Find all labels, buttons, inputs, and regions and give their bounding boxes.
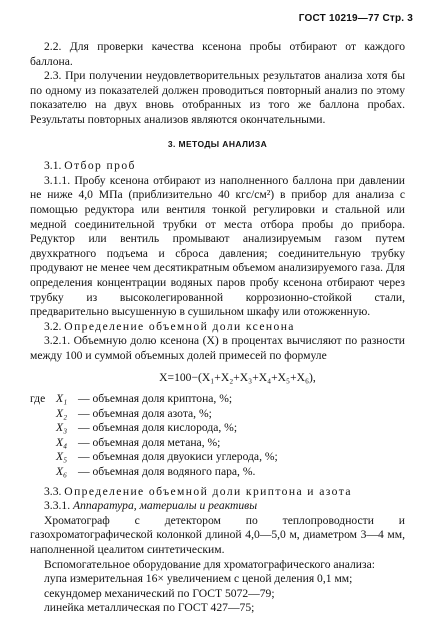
- heading-3-3-1-number: 3.3.1.: [44, 499, 71, 513]
- legend-text: — объемная доля кислорода, %;: [78, 421, 238, 435]
- legend-text: — объемная доля криптона, %;: [78, 392, 233, 406]
- paragraph-3-1-1: 3.1.1. Пробу ксенона отбирают из наполненного баллона при давлении не ниже 4,0 МПа (приблизительно 40 кгс/см²) в прибор для анализа с помощью редуктора или вентиля тонкой регулировки и стальной или медной соединительной трубки от места отбора пробы до прибора. Редуктор или вентиль промывают анализируемым газом путем двухкратного подъема и сброса давления; соединительную трубку продувают не менее чем десятикратным объемом анализируемого газа. Для определения концентрации водяных паров пробу ксенона отбирают через трубку из высоколегированной коррозионно-стойкой стали, предварительно высушенную в сушильном шкафу или отожженную.: [30, 173, 405, 319]
- legend-symbol: X₁: [56, 392, 68, 406]
- formula: X=100−(X₁+X₂+X₃+X₄+X₅+X₆),: [159, 371, 316, 385]
- legend-symbol: X₄: [56, 435, 68, 449]
- paragraph-2-2: 2.2. Для проверки качества ксенона пробы отбирают от каждого баллона.: [30, 40, 405, 68]
- legend-lead: где: [30, 392, 46, 406]
- legend-symbol: X₂: [56, 406, 68, 420]
- legend-text: — объемная доля метана, %;: [78, 435, 221, 449]
- document-body: [30, 40, 405, 616]
- paragraph-2-3: 2.3. При получении неудовлетворительных результатов анализа хотя бы по одному из показателей должен проводиться повторный анализ по этому показателю на двух вновь отобранных из того же баллона пробах. Результаты повторных анализов являются окончательными.: [30, 69, 405, 126]
- legend-row: [30, 392, 405, 407]
- legend-text: — объемная доля двуокиси углерода, %;: [78, 450, 278, 464]
- list-item: секундомер механический по ГОСТ 5072—79;: [44, 586, 275, 600]
- heading-3-3-1: [30, 499, 405, 514]
- page-header: ГОСТ 10219—77 Стр. 3: [298, 13, 413, 24]
- legend-symbol: X₃: [56, 421, 68, 435]
- legend-row: [30, 465, 405, 480]
- section-title: 3. МЕТОДЫ АНАЛИЗА: [167, 138, 268, 149]
- heading-3-3-number: 3.3.: [44, 484, 62, 498]
- heading-3-3: [30, 485, 405, 500]
- legend-text: — объемная доля азота, %;: [78, 406, 212, 420]
- legend-symbol: X₅: [56, 450, 68, 464]
- legend-row: [30, 407, 405, 422]
- legend-symbol: X₆: [56, 465, 68, 479]
- legend-row: [30, 421, 405, 436]
- heading-3-1-number: 3.1.: [44, 159, 62, 173]
- paragraph-3-2-1: 3.2.1. Объемную долю ксенона (X) в процентах вычисляют по разности между 100 и суммой объемных долей примесей по формуле: [30, 334, 405, 362]
- legend-text: — объемная доля водяного пара, %.: [78, 465, 256, 479]
- list-item: линейка металлическая по ГОСТ 427—75;: [44, 601, 255, 615]
- heading-3-1: [30, 159, 405, 174]
- apparatus-paragraph: Хроматограф с детектором по теплопроводности и газохроматографической колонкой длиной 4,0—5,0 м, диаметром 3—4 мм, наполненной цеалитом синтетическим.: [30, 513, 405, 556]
- heading-3-2-number: 3.2.: [44, 319, 62, 333]
- heading-3-1-title: Отбор проб: [64, 159, 136, 173]
- heading-3-3-1-title: Аппаратура, материалы и реактивы: [73, 499, 258, 513]
- heading-3-2: [30, 320, 405, 335]
- list-item: лупа измерительная 16× увеличением с ценой деления 0,1 мм;: [44, 572, 353, 586]
- legend-row: [30, 450, 405, 465]
- formula-legend: [30, 392, 405, 480]
- heading-3-2-title: Определение объемной доли ксенона: [64, 319, 295, 333]
- legend-row: [30, 436, 405, 451]
- auxiliary-paragraph: Вспомогательное оборудование для хроматографического анализа:: [44, 557, 375, 571]
- heading-3-3-title: Определение объемной доли криптона и азота: [64, 484, 352, 498]
